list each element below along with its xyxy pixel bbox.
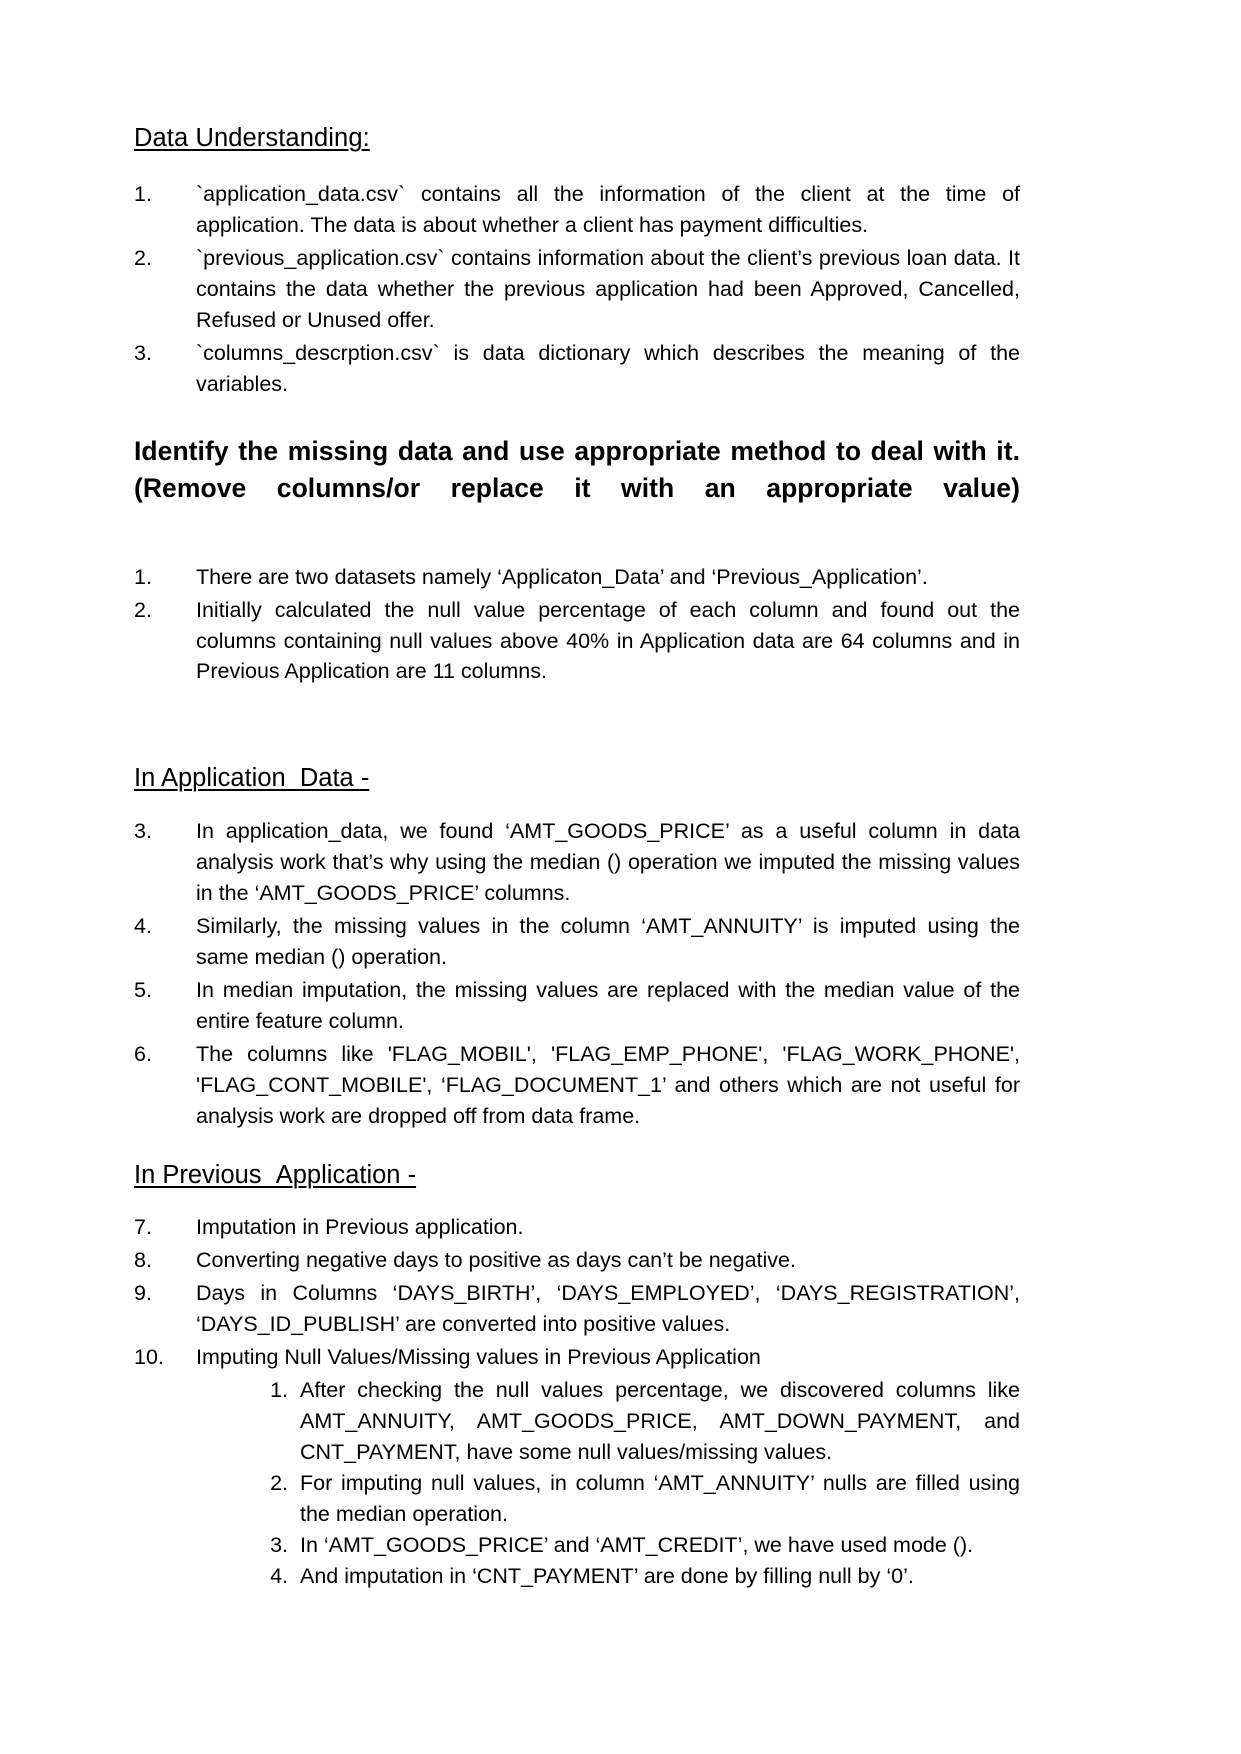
list-item bbox=[134, 1212, 1020, 1243]
list-item-text: In ‘AMT_GOODS_PRICE’ and ‘AMT_CREDIT’, we have used mode (). bbox=[300, 1532, 974, 1557]
list-marker: 2. bbox=[270, 1470, 288, 1495]
list-identify-missing-data bbox=[134, 562, 1020, 688]
list-marker: 9. bbox=[134, 1281, 152, 1306]
list-item-text: The columns like 'FLAG_MOBIL', 'FLAG_EMP_PHONE', 'FLAG_WORK_PHONE', 'FLAG_CONT_MOBILE', ‘FLAG_DOCUMENT_1’ and others which are not useful for analysis work are dropped off from data frame. bbox=[196, 1041, 1020, 1128]
list-item bbox=[240, 1561, 1020, 1592]
list-item-text: `previous_application.csv` contains information about the client’s previous loan data. It contains the data whether the previous application had been Approved, Cancelled, Refused or Unused offer. bbox=[196, 245, 1020, 332]
list-item bbox=[134, 243, 1020, 336]
list-marker: 8. bbox=[134, 1248, 152, 1273]
list-item-text: In median imputation, the missing values are replaced with the median value of the entire feature column. bbox=[196, 977, 1020, 1033]
heading-in-application-data bbox=[134, 763, 1020, 794]
list-marker: 2. bbox=[134, 597, 152, 622]
list-item-text: Imputation in Previous application. bbox=[196, 1215, 524, 1240]
list-item-text: And imputation in ‘CNT_PAYMENT’ are done by filling null by ‘0’. bbox=[300, 1563, 914, 1588]
heading-in-previous-application bbox=[134, 1160, 1020, 1191]
heading-in-application-data-text: In Application_Data - bbox=[134, 764, 370, 793]
heading-data-understanding-text: Data Understanding: bbox=[134, 124, 370, 152]
heading-identify-missing-data: Identify the missing data and use appropriate method to deal with it. (Remove columns/or replace it with an appropriate value) bbox=[134, 435, 1020, 504]
list-marker: 3. bbox=[134, 819, 152, 844]
list-item-text: Initially calculated the null value percentage of each column and found out the columns containing null values above 40% in Application data are 64 columns and in Previous Application are 11 columns. bbox=[196, 597, 1020, 684]
list-marker: 1. bbox=[270, 1377, 288, 1402]
document-body bbox=[134, 123, 1020, 1592]
list-data-understanding bbox=[134, 179, 1020, 400]
list-item bbox=[134, 1039, 1020, 1132]
list-item-text: For imputing null values, in column ‘AMT_ANNUITY’ nulls are filled using the median operation. bbox=[300, 1470, 1020, 1526]
list-item-text: Days in Columns ‘DAYS_BIRTH’, ‘DAYS_EMPLOYED’, ‘DAYS_REGISTRATION’, ‘DAYS_ID_PUBLISH’ are converted into positive values. bbox=[196, 1281, 1020, 1337]
section-spacer bbox=[134, 689, 1020, 763]
list-item-text: Converting negative days to positive as days can’t be negative. bbox=[196, 1248, 796, 1273]
list-item bbox=[134, 1245, 1020, 1276]
list-in-previous-application bbox=[134, 1212, 1020, 1373]
list-item-text: There are two datasets namely ‘Applicaton_Data’ and ‘Previous_Application’. bbox=[196, 564, 928, 589]
list-marker: 10. bbox=[134, 1344, 164, 1369]
list-item-text: In application_data, we found ‘AMT_GOODS_PRICE’ as a useful column in data analysis work that’s why using the median () operation we imputed the missing values in the ‘AMT_GOODS_PRICE’ columns. bbox=[196, 819, 1020, 905]
list-item-text: Imputing Null Values/Missing values in Previous Application bbox=[196, 1344, 761, 1369]
list-in-application-data bbox=[134, 816, 1020, 1132]
list-item-text: `application_data.csv` contains all the information of the client at the time of application. The data is about whether a client has payment difficulties. bbox=[196, 182, 1020, 238]
list-item bbox=[134, 1278, 1020, 1340]
list-item bbox=[240, 1530, 1020, 1561]
section-spacer bbox=[134, 1134, 1020, 1160]
list-marker: 3. bbox=[134, 340, 152, 365]
list-marker: 7. bbox=[134, 1215, 152, 1240]
list-marker: 1. bbox=[134, 564, 152, 589]
list-item bbox=[134, 816, 1020, 909]
sublist-imputing-null-values bbox=[134, 1375, 1020, 1592]
list-item bbox=[240, 1468, 1020, 1530]
list-item-text: `columns_descrption.csv` is data dictionary which describes the meaning of the variables. bbox=[196, 340, 1020, 396]
list-marker: 2. bbox=[134, 245, 152, 270]
list-marker: 4. bbox=[134, 913, 152, 938]
heading-data-understanding bbox=[134, 123, 1020, 153]
list-marker: 5. bbox=[134, 977, 152, 1002]
list-item bbox=[134, 338, 1020, 400]
list-item bbox=[134, 911, 1020, 973]
list-item bbox=[134, 179, 1020, 241]
list-item-text: Similarly, the missing values in the column ‘AMT_ANNUITY’ is imputed using the same median () operation. bbox=[196, 913, 1020, 969]
list-marker: 4. bbox=[270, 1563, 288, 1588]
list-marker: 3. bbox=[270, 1532, 288, 1557]
list-item bbox=[134, 1342, 1020, 1373]
list-item bbox=[134, 562, 1020, 593]
list-item-text: After checking the null values percentage, we discovered columns like AMT_ANNUITY, AMT_GOODS_PRICE, AMT_DOWN_PAYMENT, and CNT_PAYMENT, have some null values/missing values. bbox=[300, 1377, 1020, 1464]
list-item bbox=[134, 975, 1020, 1037]
list-marker: 1. bbox=[134, 182, 152, 207]
list-item bbox=[240, 1375, 1020, 1468]
list-marker: 6. bbox=[134, 1041, 152, 1066]
heading-in-previous-application-text: In Previous_Application - bbox=[134, 1160, 417, 1189]
list-item bbox=[134, 595, 1020, 688]
